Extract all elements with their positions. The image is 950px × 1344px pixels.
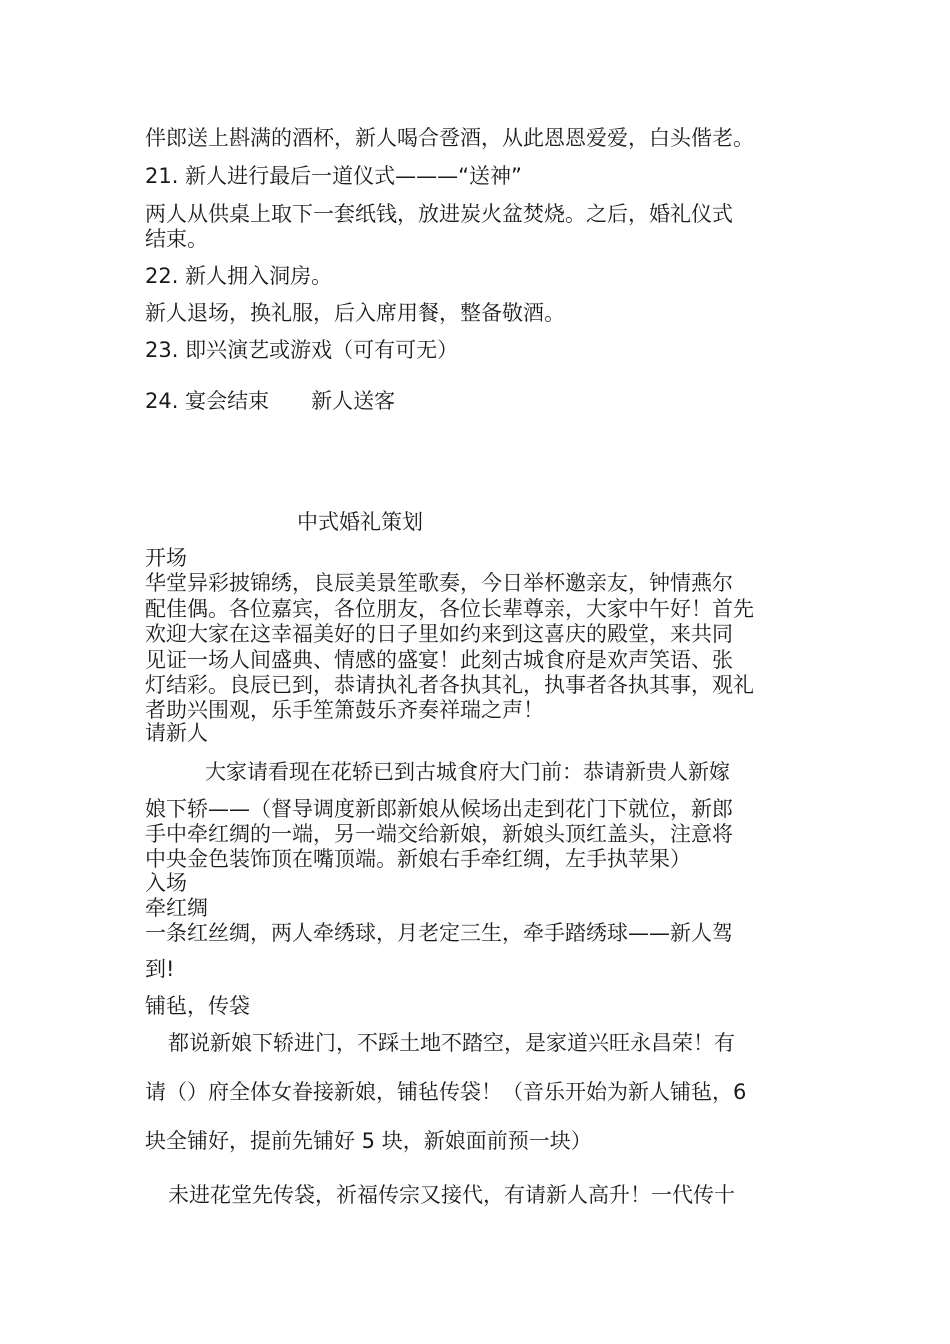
text-line: 灯结彩。良辰已到，恭请执礼者各执其礼，执事者各执其事，观礼 — [145, 673, 754, 697]
text-line: 大家请看现在花轿已到古城食府大门前：恭请新贵人新嫁 — [205, 760, 730, 784]
text-line: 两人从供桌上取下一套纸钱，放进炭火盆焚烧。之后，婚礼仪式 — [145, 202, 733, 226]
subheading-red-silk: 牵红绸 — [145, 896, 208, 920]
section-heading-24: 24. 宴会结束 新人送客 — [145, 389, 396, 413]
text-line: 配佳偶。各位嘉宾，各位朋友，各位长辈尊亲，大家中午好！首先 — [145, 597, 754, 621]
text-line: 都说新娘下轿进门，不踩土地不踏空，是家道兴旺永昌荣！有 — [168, 1031, 735, 1055]
section-heading-22: 22. 新人拥入洞房。 — [145, 264, 333, 288]
document-title: 中式婚礼策划 — [297, 510, 423, 534]
text-line: 结束。 — [145, 227, 208, 251]
text-line: 请（）府全体女眷接新娘，铺毡传袋！（音乐开始为新人铺毡，6 — [145, 1080, 747, 1104]
text-line: 块全铺好，提前先铺好 5 块，新娘面前预一块） — [145, 1129, 592, 1153]
text-line: 欢迎大家在这幸福美好的日子里如约来到这喜庆的殿堂，来共同 — [145, 622, 733, 646]
text-line: 伴郎送上斟满的酒杯，新人喝合卺酒，从此恩恩爱爱，白头偕老。 — [145, 126, 754, 150]
text-line: 新人退场，换礼服，后入席用餐，整备敬酒。 — [145, 301, 565, 325]
subheading-opening: 开场 — [145, 546, 187, 570]
text-line: 一条红丝绸，两人牵绣球，月老定三生，牵手踏绣球——新人驾 — [145, 921, 733, 945]
text-line: 娘下轿——（督导调度新郎新娘从候场出走到花门下就位，新郎 — [145, 797, 733, 821]
subheading-entrance: 入场 — [145, 871, 187, 895]
text-line: 到! — [145, 957, 175, 981]
section-heading-21: 21. 新人进行最后一道仪式———“送神” — [145, 164, 522, 188]
text-line: 见证一场人间盛典、情感的盛宴！此刻古城食府是欢声笑语、张 — [145, 648, 733, 672]
text-line: 手中牵红绸的一端，另一端交给新娘，新娘头顶红盖头，注意将 — [145, 822, 733, 846]
text-line: 未进花堂先传袋，祈福传宗又接代，有请新人高升！一代传十 — [168, 1183, 735, 1207]
subheading-invite: 请新人 — [145, 721, 208, 745]
text-line: 华堂异彩披锦绣，良辰美景笙歌奏，今日举杯邀亲友，钟情燕尔 — [145, 571, 733, 595]
subheading-carpet-bag: 铺毡，传袋 — [145, 994, 250, 1018]
section-heading-23: 23. 即兴演艺或游戏（可有可无） — [145, 338, 459, 362]
text-line: 中央金色装饰顶在嘴顶端。新娘右手牵红绸，左手执苹果） — [145, 847, 691, 871]
text-line: 者助兴围观，乐手笙箫鼓乐齐奏祥瑞之声！ — [145, 698, 544, 722]
